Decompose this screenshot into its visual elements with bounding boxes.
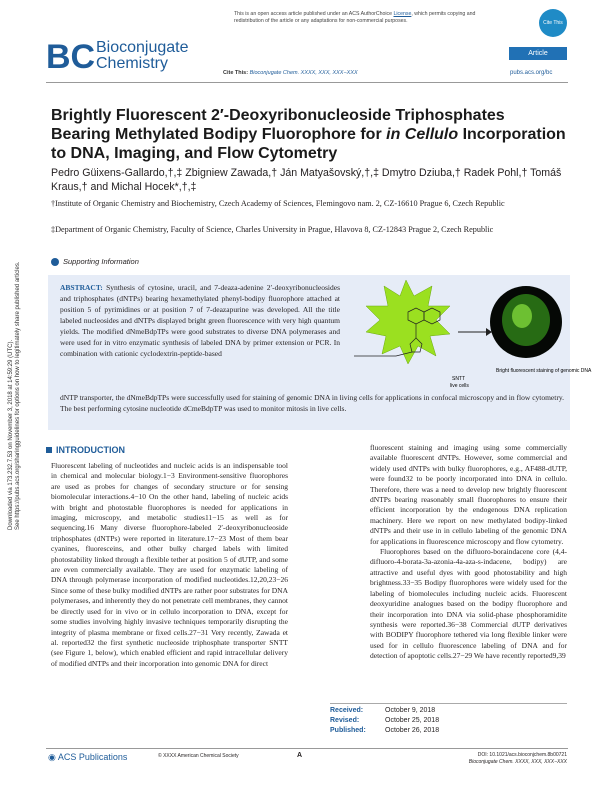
revised-row — [330, 716, 567, 726]
svg-text:BC: BC — [46, 38, 96, 76]
published-label: Published: — [330, 727, 366, 734]
copyright: © XXXX American Chemical Society — [158, 753, 239, 759]
journal-url[interactable]: pubs.acs.org/bc — [510, 70, 553, 76]
section-title: INTRODUCTION — [56, 445, 125, 455]
sidebar-line2: See https://pubs.acs.org/sharingguidelines for options on how to legitimately share published articles. — [15, 261, 21, 530]
fluorescent-star-shape — [366, 280, 450, 364]
intro-column-1: Fluorescent labeling of nucleotides and nucleic acids is an indispensable tool in chemical and molecular biology.1−3 Environment-sensitive fluorophores are used as probes for changes of secondary structure or for sensing biomolecular interactions.4−10 On the other hand, labeling of nucleic acids with bright and photostable fluorophores is needed for applications in imaging, microscopy, and metabolic studies11−15 as well as for sequencing.16 Many diverse fluorophore-labeled 2′-deoxyribonucleoside triphosphates (dNTPs) were reported in literature.17−23 Most of them bear cyanines, fluoresceins, and other bulky charged labels with limited photostability linked through a flexible tether at position 5 of dUTP, and some are even commercially available. They are used for enzymatic labeling of DNA through polymerase incorporation of modified nucleotides.12,20,23−26 Since some of these bulky modified dNTPs are rather poor substrates for DNA polymerases, and inherently they do not penetrate cell membranes, they cannot be directly used for in vivo or in cellulo incorporation to DNA, except for some studies involving highly invasive techniques temporarily disrupting the integrity of plasma membrane or fixed cells.27−31 Very recently, Zawada et al. reported32 the first synthetic nucleoside triphosphate transporter SNTT (see Figure 1, below), which enabled efficient and rapid intracellular delivery of modified dNTPs and their incorporation into genomic DNA for direct — [51, 461, 289, 668]
affiliation-2: ‡Department of Organic Chemistry, Faculty of Science, Charles University in Prague, Hlavova 8, CZ-12843 Prague 2, Czech Republic — [51, 225, 494, 234]
supporting-info-icon — [51, 258, 59, 266]
article-tag-label: Article — [528, 50, 548, 57]
sidebar-line1: Downloaded via 173.232.7.53 on November 3, 2018 at 14:59:29 (UTC). — [8, 339, 14, 530]
title-part-1: Brightly Fluorescent 2′-Deoxyribonucleoside Triphosphates Bearing Methylated Bodipy Fluorophore for — [51, 107, 505, 143]
footer-divider — [46, 748, 568, 749]
open-access-notice — [234, 11, 504, 25]
section-introduction-heading — [46, 445, 125, 455]
abstract-text-part1 — [60, 282, 340, 359]
abstract-text-part2: dNTP transporter, the dNmeBdpTPs were successfully used for staining of genomic DNA in living cells for applications in confocal microscopy and in flow cytometry. The best performing cytosine nucleotide dCmeBdpTP was used to monitor mitosis in live cells. — [60, 393, 564, 413]
published-row — [330, 726, 567, 736]
journal-name-line2: Chemistry — [96, 55, 169, 72]
journal-logo — [46, 38, 216, 79]
title-part-3: Incorporation to DNA, Imaging, and Flow Cytometry — [51, 126, 566, 162]
cite-label: Cite This: — [223, 70, 249, 76]
section-bullet-icon — [46, 447, 52, 453]
acs-publications-logo[interactable] — [48, 752, 127, 763]
open-access-text: This is an open access article published under an ACS AuthorChoice — [234, 11, 393, 17]
affiliation-1: †Institute of Organic Chemistry and Biochemistry, Czech Academy of Sciences, Flemingovo nam. 2, CZ-16610 Prague 6, Czech Republic — [51, 199, 505, 208]
abstract-body-1: Synthesis of cytosine, uracil, and 7-deaza-adenine 2′-deoxyribonucleosides and triphosphates (dNTPs) bearing hexamethylated phenyl-bodipy fluorophore attached at position 5 of pyrimidines or at position 7 of 7-deazapurine was developed. All the title labeled nucleosides and dNTPs displayed bright green fluorescence with very high quantum yields. The modified dNmeBdpTPs were good substrates to diverse DNA polymerases and were used for in vitro enzymatic synthesis of labeled DNA by primer extension or PCR. In combination with cationic cyclodextrin-peptide-based — [60, 283, 340, 358]
badge-label: Cite This — [543, 20, 563, 26]
license-link[interactable]: License — [393, 11, 412, 17]
label-sntt: SNTT — [452, 376, 466, 382]
journal-name-line1: Bioconjugate — [96, 39, 189, 56]
publisher-name: ACS Publications — [57, 752, 128, 762]
intro-column-2 — [370, 443, 567, 662]
title-part-italic: in Cellulo — [386, 126, 459, 143]
open-access-text-end: , which permits copying and redistribution of the article or any adaptations for non-commercial purposes. — [234, 11, 476, 24]
download-sidebar — [8, 230, 22, 530]
cite-this-badge[interactable] — [539, 9, 567, 37]
supporting-info-label: Supporting Information — [63, 257, 139, 266]
publication-dates — [330, 703, 567, 736]
cite-text[interactable]: Bioconjugate Chem. XXXX, XXX, XXX−XXX — [249, 70, 358, 76]
article-type-tag — [509, 47, 567, 60]
label-staining: Bright fluorescent staining of genomic DNA — [496, 368, 592, 374]
received-row — [330, 703, 567, 716]
col2-paragraph-2: Fluorophores based on the difluoro-boraindacene core (4,4-difluoro-4-borata-3a-azonia-4a-aza-s-indacene, bodipy) are attractive and useful dyes with good photostability and high brightness.33−35 Bodipy fluorophores were widely used for the labeling of biomolecules including nucleic acids. Fluorescent deoxyuridine analogues based on the bodipy fluorophore and their incorporation into DNA via solid-phase phosphoramidite synthesis were reported.36−38 Commercial dUTP derivatives with BODIPY fluorophore tethered via long flexible linker were used for in cellulo fluorescence labeling of DNA and for detection of apoptotic cells.27−29 We have recently reported9,39 — [370, 547, 567, 661]
footer-journal: Bioconjugate Chem. XXXX, XXX, XXX−XXX — [468, 759, 567, 765]
received-date: October 9, 2018 — [385, 707, 436, 714]
nucleus-highlight-icon — [512, 304, 532, 328]
received-label: Received: — [330, 707, 364, 714]
revised-date: October 25, 2018 — [385, 717, 440, 724]
col2-paragraph-1: fluorescent staining and imaging using some commercially available fluorescent dNTPs. However, some commercial and widely used dNTPs with bulky fluorophores, e.g., AF488-dUTP, were found32 to be poorly incorporated into DNA in cellulo. Therefore, there was a need to develop new brightly fluorescent dNTPs bearing reasonably small fluorophores to ensure their efficient incorporation by the endogenous DNA replication machinery. Here we report on new methylated bodipy-linked dNTPs and their use in in cellulo labeling of the genomic DNA for applications in fluorescence microscopy and flow cytometry. — [370, 443, 567, 546]
paper-title — [51, 106, 566, 163]
supporting-info-link[interactable] — [51, 257, 139, 266]
toc-graphic-svg — [346, 272, 592, 392]
page-letter: A — [297, 752, 303, 759]
revised-label: Revised: — [330, 717, 360, 724]
label-live-cells: live cells — [450, 383, 469, 389]
toc-graphic — [346, 272, 592, 392]
author-list: Pedro Güixens-Gallardo,†,‡ Zbigniew Zawada,† Ján Matyašovský,†,‡ Dmytro Dziuba,† Radek Pohl,† Tomáš Kraus,† and Michal Hocek*,†,‡ — [51, 167, 562, 193]
published-date: October 26, 2018 — [385, 727, 440, 734]
cite-line — [223, 70, 358, 76]
header-divider — [46, 82, 568, 83]
doi-block — [455, 752, 567, 766]
acs-logo-icon: ◉ — [48, 752, 56, 762]
abstract-label: ABSTRACT: — [60, 283, 103, 292]
journal-name — [96, 40, 189, 72]
doi-link[interactable]: DOI: 10.1021/acs.bioconjchem.8b00721 — [477, 752, 567, 758]
